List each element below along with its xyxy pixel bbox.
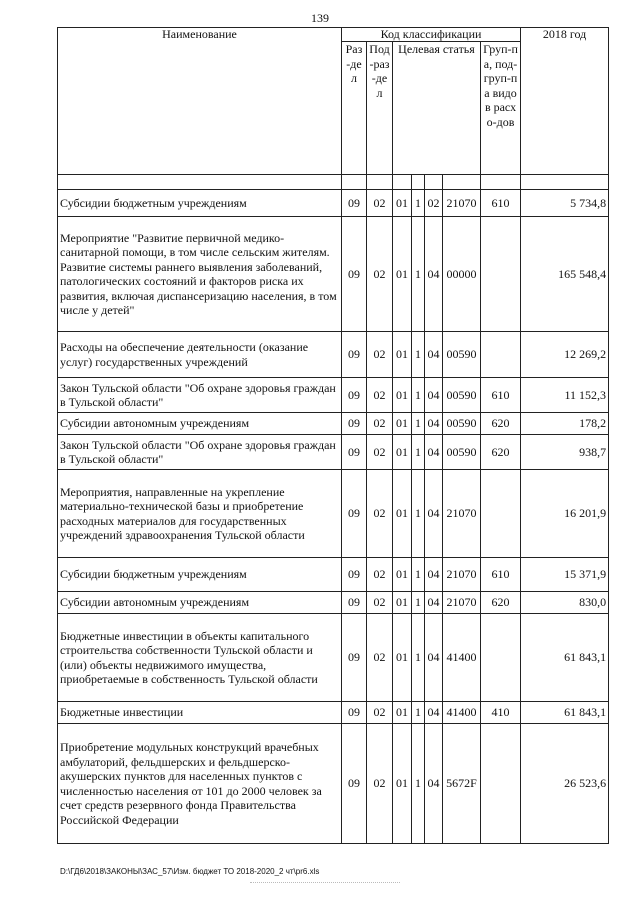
table-row bbox=[58, 378, 609, 413]
footer-file-path: D:\ГД6\2018\ЗАКОНЫ\ЗАС_57\Изм. бюджет ТО 2018-2020_2 чт\pr6.xls bbox=[60, 867, 320, 876]
spacer-cell bbox=[393, 175, 412, 190]
row-code-c1: 01 bbox=[393, 435, 412, 470]
spacer-cell bbox=[342, 175, 367, 190]
row-code-c3: 04 bbox=[425, 614, 443, 702]
row-amount: 61 843,1 bbox=[521, 614, 609, 702]
row-code-vr bbox=[481, 470, 521, 558]
row-code-rz: 09 bbox=[342, 413, 367, 435]
row-code-vr bbox=[481, 614, 521, 702]
table-row bbox=[58, 470, 609, 558]
row-code-c2: 1 bbox=[412, 614, 425, 702]
row-code-c3: 04 bbox=[425, 332, 443, 378]
row-code-pr: 02 bbox=[367, 413, 393, 435]
row-code-c4: 00590 bbox=[443, 332, 481, 378]
table-row bbox=[58, 724, 609, 844]
row-code-c1: 01 bbox=[393, 724, 412, 844]
row-code-c2: 1 bbox=[412, 592, 425, 614]
row-amount: 61 843,1 bbox=[521, 702, 609, 724]
row-amount: 830,0 bbox=[521, 592, 609, 614]
header-target: Целевая статья bbox=[393, 42, 481, 175]
table-row bbox=[58, 614, 609, 702]
row-code-rz: 09 bbox=[342, 435, 367, 470]
table-row bbox=[58, 592, 609, 614]
row-code-pr: 02 bbox=[367, 592, 393, 614]
row-code-c1: 01 bbox=[393, 558, 412, 592]
row-amount: 5 734,8 bbox=[521, 190, 609, 217]
row-code-vr: 620 bbox=[481, 413, 521, 435]
row-code-c1: 01 bbox=[393, 217, 412, 332]
row-code-pr: 02 bbox=[367, 332, 393, 378]
row-code-rz: 09 bbox=[342, 332, 367, 378]
table-row bbox=[58, 702, 609, 724]
row-code-c1: 01 bbox=[393, 614, 412, 702]
spacer-cell bbox=[58, 175, 342, 190]
row-name: Субсидии бюджетным учреждениям bbox=[58, 190, 342, 217]
spacer-cell bbox=[521, 175, 609, 190]
row-code-c2: 1 bbox=[412, 378, 425, 413]
row-code-pr: 02 bbox=[367, 190, 393, 217]
row-code-c1: 01 bbox=[393, 332, 412, 378]
row-code-c2: 1 bbox=[412, 470, 425, 558]
row-code-c1: 01 bbox=[393, 470, 412, 558]
header-razdel-text: Раз-дел bbox=[345, 42, 363, 85]
row-code-c2: 1 bbox=[412, 702, 425, 724]
row-code-pr: 02 bbox=[367, 217, 393, 332]
row-code-c4: 00000 bbox=[443, 217, 481, 332]
header-group-text: Груп-па, под-груп-па видов расхо-дов bbox=[483, 42, 518, 129]
row-code-vr: 610 bbox=[481, 190, 521, 217]
row-spacer bbox=[58, 175, 609, 190]
row-name: Мероприятие "Развитие первичной медико-санитарной помощи, в том числе сельским жителям. Развитие системы раннего выявления заболеваний, патологических состояний и факторов риска их развития, включая диспансеризацию населения, в том числе у детей" bbox=[58, 217, 342, 332]
row-code-c2: 1 bbox=[412, 332, 425, 378]
row-code-c4: 21070 bbox=[443, 558, 481, 592]
header-group bbox=[481, 42, 521, 175]
row-code-vr: 610 bbox=[481, 378, 521, 413]
row-code-c1: 01 bbox=[393, 378, 412, 413]
row-code-c2: 1 bbox=[412, 724, 425, 844]
row-code-rz: 09 bbox=[342, 614, 367, 702]
row-amount: 178,2 bbox=[521, 413, 609, 435]
row-code-pr: 02 bbox=[367, 435, 393, 470]
table-row bbox=[58, 435, 609, 470]
row-code-c3: 04 bbox=[425, 702, 443, 724]
row-code-c3: 04 bbox=[425, 435, 443, 470]
row-code-rz: 09 bbox=[342, 558, 367, 592]
row-name: Закон Тульской области "Об охране здоровья граждан в Тульской области" bbox=[58, 378, 342, 413]
spacer-cell bbox=[367, 175, 393, 190]
row-code-c3: 04 bbox=[425, 413, 443, 435]
row-code-rz: 09 bbox=[342, 378, 367, 413]
spacer-cell bbox=[425, 175, 443, 190]
row-code-rz: 09 bbox=[342, 592, 367, 614]
row-code-rz: 09 bbox=[342, 724, 367, 844]
row-code-c1: 01 bbox=[393, 190, 412, 217]
row-amount: 938,7 bbox=[521, 435, 609, 470]
header-year: 2018 год bbox=[521, 28, 609, 175]
row-code-c2: 1 bbox=[412, 558, 425, 592]
row-code-c4: 41400 bbox=[443, 614, 481, 702]
table-row bbox=[58, 413, 609, 435]
spacer-cell bbox=[412, 175, 425, 190]
header-podrazdel bbox=[367, 42, 393, 175]
row-code-c2: 1 bbox=[412, 435, 425, 470]
budget-table bbox=[57, 27, 609, 844]
row-code-c1: 01 bbox=[393, 702, 412, 724]
row-code-vr: 620 bbox=[481, 435, 521, 470]
row-code-rz: 09 bbox=[342, 470, 367, 558]
row-name: Субсидии бюджетным учреждениям bbox=[58, 558, 342, 592]
row-code-vr bbox=[481, 724, 521, 844]
row-name: Приобретение модульных конструкций врачебных амбулаторий, фельдшерских и фельдшерско-акушерских пунктов для населенных пунктов с численностью населения от 101 до 2000 человек за счет средств резервного фонда Правительства Российской Федерации bbox=[58, 724, 342, 844]
row-code-c2: 1 bbox=[412, 413, 425, 435]
row-code-c2: 1 bbox=[412, 190, 425, 217]
header-name: Наименование bbox=[58, 28, 342, 175]
row-code-pr: 02 bbox=[367, 614, 393, 702]
row-code-pr: 02 bbox=[367, 378, 393, 413]
row-code-c1: 01 bbox=[393, 592, 412, 614]
row-code-c3: 04 bbox=[425, 378, 443, 413]
row-name: Закон Тульской области "Об охране здоровья граждан в Тульской области" bbox=[58, 435, 342, 470]
row-code-pr: 02 bbox=[367, 470, 393, 558]
row-code-c4: 00590 bbox=[443, 435, 481, 470]
row-code-c3: 04 bbox=[425, 470, 443, 558]
row-code-rz: 09 bbox=[342, 217, 367, 332]
row-code-rz: 09 bbox=[342, 702, 367, 724]
row-amount: 12 269,2 bbox=[521, 332, 609, 378]
row-code-c4: 41400 bbox=[443, 702, 481, 724]
row-amount: 11 152,3 bbox=[521, 378, 609, 413]
row-code-c4: 21070 bbox=[443, 592, 481, 614]
row-code-c3: 04 bbox=[425, 558, 443, 592]
row-code-pr: 02 bbox=[367, 702, 393, 724]
spacer-cell bbox=[481, 175, 521, 190]
row-code-c4: 5672F bbox=[443, 724, 481, 844]
row-name: Субсидии автономным учреждениям bbox=[58, 413, 342, 435]
row-code-c4: 21070 bbox=[443, 470, 481, 558]
header-classification: Код классификации bbox=[342, 28, 521, 42]
page-number: 139 bbox=[311, 11, 329, 25]
row-code-c4: 00590 bbox=[443, 378, 481, 413]
row-code-rz: 09 bbox=[342, 190, 367, 217]
row-code-vr: 610 bbox=[481, 558, 521, 592]
row-code-c3: 04 bbox=[425, 724, 443, 844]
row-name: Мероприятия, направленные на укрепление материально-технической базы и приобретение расходных материалов для государственных учреждений здравоохранения Тульской области bbox=[58, 470, 342, 558]
row-code-c4: 21070 bbox=[443, 190, 481, 217]
table-row bbox=[58, 558, 609, 592]
table-row bbox=[58, 190, 609, 217]
row-code-pr: 02 bbox=[367, 724, 393, 844]
header-podrazdel-text: Под-раз-дел bbox=[369, 42, 390, 100]
row-code-c3: 02 bbox=[425, 190, 443, 217]
row-code-pr: 02 bbox=[367, 558, 393, 592]
row-code-vr bbox=[481, 332, 521, 378]
row-amount: 26 523,6 bbox=[521, 724, 609, 844]
row-name: Бюджетные инвестиции в объекты капитального строительства собственности Тульской области и (или) объекты недвижимого имущества, приобретаемые в собственность Тульской области bbox=[58, 614, 342, 702]
row-name: Субсидии автономным учреждениям bbox=[58, 592, 342, 614]
row-code-vr: 620 bbox=[481, 592, 521, 614]
row-code-c4: 00590 bbox=[443, 413, 481, 435]
row-code-vr bbox=[481, 217, 521, 332]
row-amount: 16 201,9 bbox=[521, 470, 609, 558]
row-name: Расходы на обеспечение деятельности (оказание услуг) государственных учреждений bbox=[58, 332, 342, 378]
row-code-c3: 04 bbox=[425, 592, 443, 614]
table-row bbox=[58, 217, 609, 332]
row-code-c2: 1 bbox=[412, 217, 425, 332]
header-razdel bbox=[342, 42, 367, 175]
row-code-c1: 01 bbox=[393, 413, 412, 435]
spacer-cell bbox=[443, 175, 481, 190]
row-code-c3: 04 bbox=[425, 217, 443, 332]
row-name: Бюджетные инвестиции bbox=[58, 702, 342, 724]
row-code-vr: 410 bbox=[481, 702, 521, 724]
row-amount: 165 548,4 bbox=[521, 217, 609, 332]
scan-margin-mark bbox=[250, 882, 400, 884]
row-amount: 15 371,9 bbox=[521, 558, 609, 592]
table-row bbox=[58, 332, 609, 378]
